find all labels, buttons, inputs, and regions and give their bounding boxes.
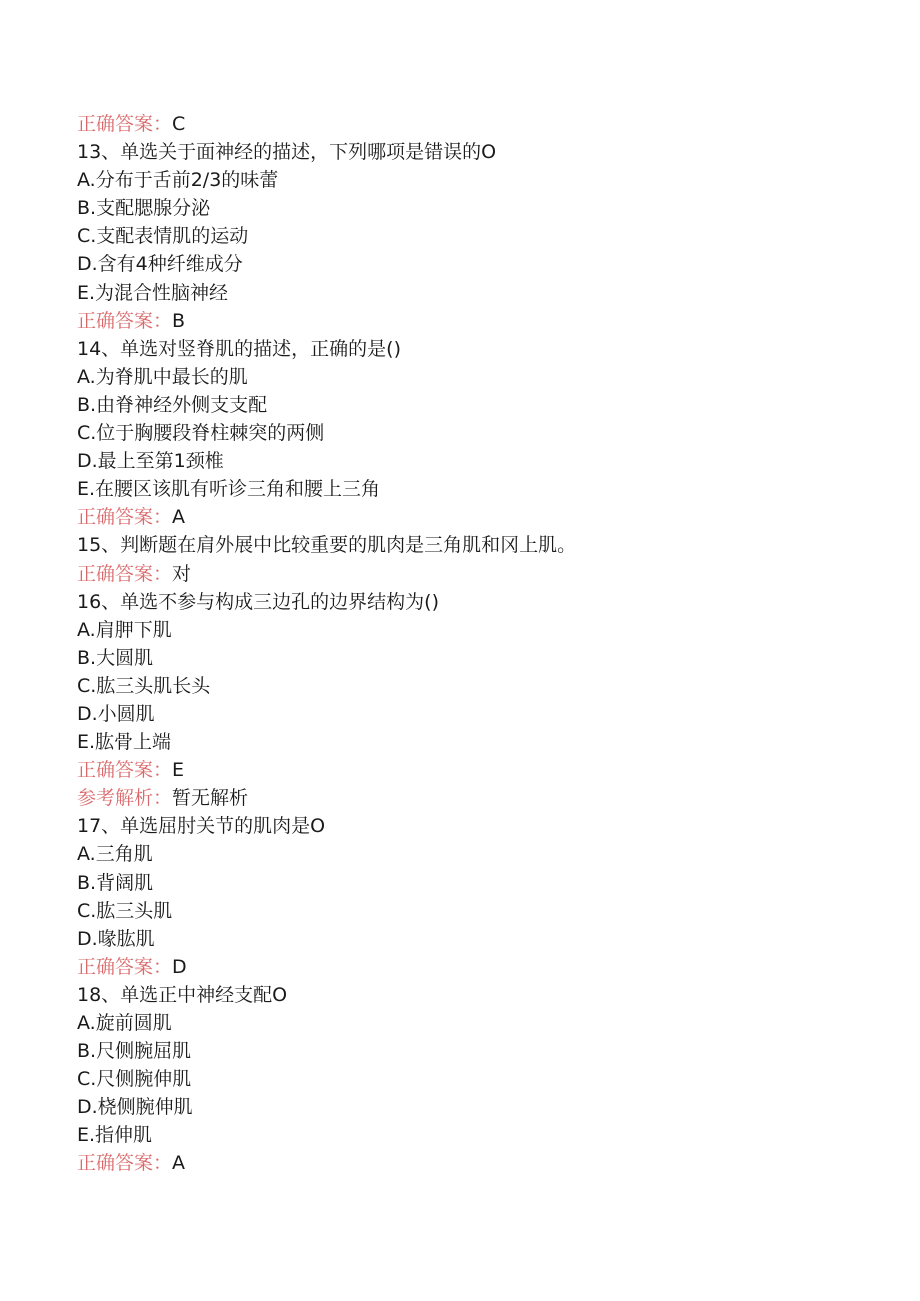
- answer-option: A.旋前圆肌: [77, 1012, 172, 1034]
- answer-option: D.含有4种纤维成分: [77, 253, 243, 276]
- correct-answer-label: 正确答案：: [77, 955, 173, 978]
- correct-answer-value: E: [172, 759, 185, 782]
- correct-answer-value: A: [172, 506, 186, 529]
- answer-option: A.三角肌: [77, 843, 153, 866]
- answer-option: E.指伸肌: [77, 1124, 153, 1147]
- question-stem: 15、判断题在肩外展中比较重要的肌肉是三角肌和冈上肌。: [77, 534, 577, 557]
- answer-option: B.支配腮腺分泌: [77, 197, 211, 220]
- analysis-line: [77, 784, 877, 812]
- analysis-value: 暂无解析: [172, 787, 249, 810]
- correct-answer-value: 对: [172, 562, 192, 585]
- answer-option: A.为脊肌中最长的肌: [77, 365, 248, 388]
- answer-option: B.尺侧腕屈肌: [77, 1040, 192, 1063]
- question-stem: 13、单选关于面神经的描述，下列哪项是错误的O: [77, 141, 497, 164]
- question-stem: 16、单选不参与构成三边孔的边界结构为(): [77, 590, 440, 613]
- correct-answer-line: [77, 503, 877, 531]
- correct-answer-label: 正确答案：: [77, 759, 173, 782]
- answer-option: D.小圆肌: [77, 702, 155, 725]
- correct-answer-label: 正确答案：: [77, 506, 173, 529]
- correct-answer-line: [77, 560, 877, 588]
- answer-option: D.最上至第1颈椎: [77, 450, 224, 473]
- answer-option: E.在腰区该肌有听诊三角和腰上三角: [77, 478, 381, 501]
- answer-option: C.肱三头肌长头: [77, 674, 211, 697]
- correct-answer-value: B: [172, 309, 186, 332]
- answer-option: C.位于胸腰段脊柱棘突的两侧: [77, 422, 325, 445]
- question-stem: 17、单选屈肘关节的肌肉是O: [77, 815, 326, 838]
- answer-option: C.尺侧腕伸肌: [77, 1068, 192, 1091]
- answer-option: E.肱骨上端: [77, 731, 172, 754]
- correct-answer-line: [77, 953, 877, 981]
- question-stem: 18、单选正中神经支配O: [77, 983, 288, 1006]
- correct-answer-value: D: [172, 955, 187, 978]
- answer-option: A.分布于舌前2/3的味蕾: [77, 169, 279, 192]
- question-stem: 14、单选对竖脊肌的描述，正确的是(): [77, 337, 402, 360]
- correct-answer-label: 正确答案：: [77, 113, 173, 135]
- answer-option: D.喙肱肌: [77, 927, 155, 950]
- answer-option: B.由脊神经外侧支支配: [77, 393, 268, 416]
- answer-option: C.支配表情肌的运动: [77, 225, 249, 248]
- correct-answer-line: [77, 1149, 877, 1177]
- correct-answer-line: [77, 110, 877, 138]
- correct-answer-label: 正确答案：: [77, 309, 173, 332]
- answer-option: C.肱三头肌: [77, 899, 173, 922]
- correct-answer-label: 正确答案：: [77, 1152, 173, 1175]
- answer-option: A.肩胛下肌: [77, 618, 172, 641]
- correct-answer-value: A: [172, 1152, 186, 1175]
- correct-answer-value: C: [172, 113, 186, 135]
- correct-answer-label: 正确答案：: [77, 562, 173, 585]
- correct-answer-line: [77, 756, 877, 784]
- correct-answer-line: [77, 307, 877, 335]
- document-body: [77, 110, 877, 1178]
- analysis-label: 参考解析：: [77, 787, 173, 810]
- answer-option: E.为混合性脑神经: [77, 281, 229, 304]
- answer-option: B.背阔肌: [77, 871, 154, 894]
- answer-option: D.桡侧腕伸肌: [77, 1096, 193, 1119]
- answer-option: B.大圆肌: [77, 646, 154, 669]
